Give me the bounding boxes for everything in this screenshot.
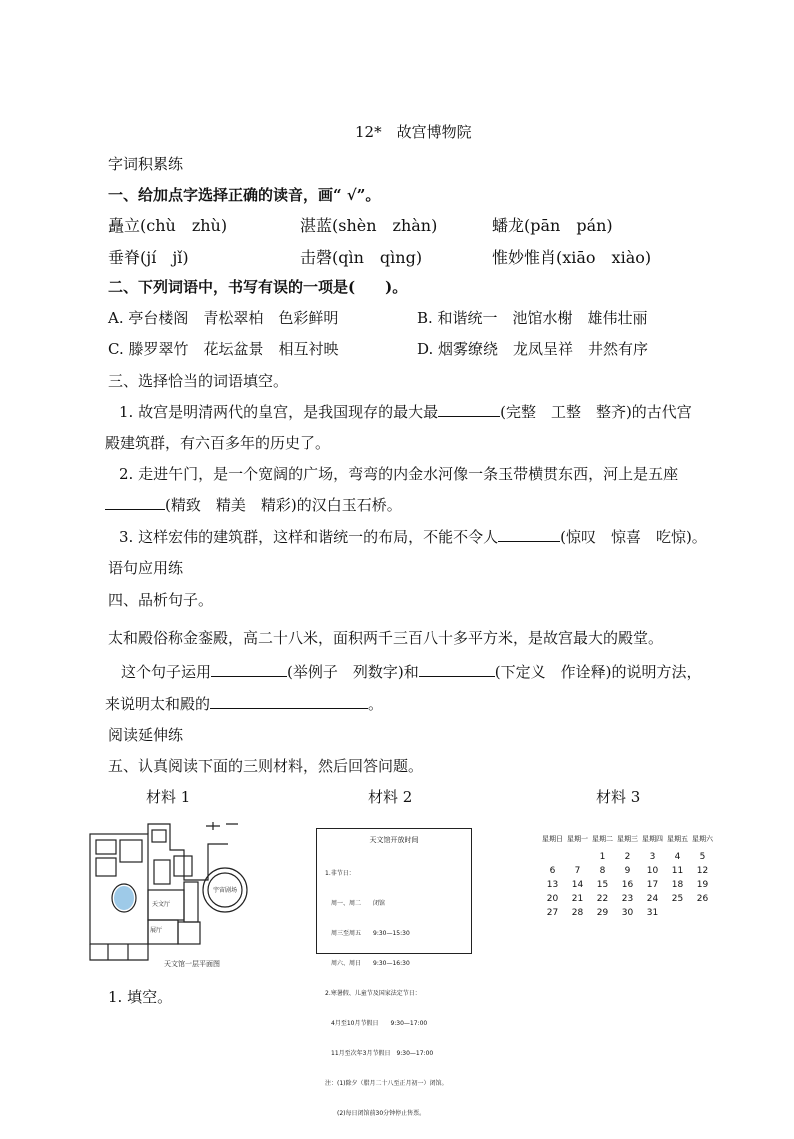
q4-line-1-options-b: (下定义 作诠释)的说明方法， [494,663,702,681]
calendar-day: 16 [621,880,634,890]
calendar-day: 7 [574,866,581,876]
section-heading-vocab: 字词积累练 [108,155,184,173]
material-2-label: 材料 2 [368,788,413,806]
q3-blank-3[interactable] [498,527,560,542]
hours-line-6: 4月至10月节假日 9:30—17:00 [325,1020,428,1027]
hours-line-2: 周一、周二 闭馆 [325,900,386,907]
q2-option-c: C. 滕罗翠竹 花坛盆景 相互衬映 [108,340,339,358]
floor-plan-pool [114,886,134,910]
hours-notice-title: 天文馆开放时间 [369,836,419,844]
material-3-calendar [540,834,718,946]
calendar-weekday: 星期三 [617,835,638,843]
material-3-label: 材料 3 [596,788,641,806]
q1-item-3: 蟠龙(pān pán) [492,216,613,235]
q4-blank-2[interactable] [419,662,495,677]
q1-heading: 一、给加点字选择正确的读音，画“ √”。 [108,186,381,204]
calendar-weekday: 星期一 [567,835,588,843]
q3-heading: 三、选择恰当的词语填空。 [108,372,289,390]
calendar-day: 9 [624,866,631,876]
hours-line-9: (2)每日闭馆前30分钟停止售票。 [325,1110,426,1117]
q1-item-2: 湛蓝(shèn zhàn) [300,216,438,235]
q4-line-1-options-a: (举例子 列数字)和 [287,663,419,681]
q4-blank-3[interactable] [210,694,368,709]
calendar-day: 26 [696,894,709,904]
calendar-day: 31 [646,908,659,918]
calendar-day: 2 [624,852,631,862]
hours-line-7: 11月至次年3月节假日 9:30—17:00 [325,1050,434,1057]
calendar-day: 29 [596,908,609,918]
calendar-day: 4 [674,852,681,862]
q3-line-1-text: 1. 故宫是明清两代的皇宫，是我国现存的最大最 [119,403,439,421]
q4-line-1-text: 这个句子运用 [121,663,212,681]
hours-line-1: 1.非节日： [325,870,355,877]
floor-plan-room-label-1: 宇宙剧场 [213,887,238,894]
q3-blank-2[interactable] [105,495,165,510]
calendar-day: 5 [699,852,706,862]
q3-line-3-text: 3. 这样宏伟的建筑群，这样和谐统一的布局，不能不令人 [119,528,499,546]
q1-item-1: 矗立(chù zhù) [108,216,228,235]
q2-option-a: A. 亭台楼阁 青松翠柏 色彩鲜明 [108,309,339,327]
calendar-day: 17 [646,880,659,890]
calendar-day: 30 [621,908,634,918]
floor-plan-room-label-3: 展厅 [150,927,163,934]
q3-blank-1[interactable] [438,402,500,417]
q3-line-2-options: (精致 精美 精彩)的汉白玉石桥。 [165,496,402,514]
calendar-weekday: 星期六 [692,835,713,843]
q4-line-2-text: 来说明太和殿的 [105,695,211,713]
q2-option-d: D. 烟雾缭绕 龙凤呈祥 井然有序 [417,340,649,358]
section-heading-reading: 阅读延伸练 [108,726,184,744]
q3-line-2: 2. 走进午门，是一个宽阔的广场，弯弯的内金水河像一条玉带横贯东西，河上是五座 [119,465,679,483]
page-title: 12* 故宫博物院 [355,123,472,141]
q3-line-3-options: (惊叹 惊喜 吃惊)。 [560,528,707,546]
floor-plan-caption: 天文馆一层平面图 [164,960,220,968]
q3-line-2-cont [105,494,402,515]
calendar-day: 10 [646,866,659,876]
calendar-day [565,852,590,862]
q1-item-4: 垂脊(jí jǐ) [108,248,189,267]
calendar-day: 14 [571,880,584,890]
hours-line-8: 注：(1)除夕（腊月二十八至正月初一）闭馆。 [325,1080,448,1087]
q2-heading: 二、下列词语中，书写有误的一项是( )。 [108,278,408,296]
calendar-day: 25 [671,894,684,904]
calendar-day: 28 [571,908,584,918]
q3-line-1-cont: 殿建筑群，有六百多年的历史了。 [105,434,331,452]
calendar-days [540,852,718,918]
q4-blank-1[interactable] [211,662,287,677]
calendar-weekday: 星期四 [642,835,663,843]
calendar-day: 21 [571,894,584,904]
calendar-day: 27 [546,908,559,918]
calendar-day: 1 [599,852,606,862]
calendar-day [665,908,690,918]
calendar-day: 23 [621,894,634,904]
material-1-floor-plan [88,820,256,970]
q3-line-1 [119,401,692,422]
calendar-day: 13 [546,880,559,890]
calendar-weekday: 星期日 [542,835,563,843]
calendar-weekday: 星期二 [592,835,613,843]
q4-line-1 [121,661,701,682]
calendar-day: 18 [671,880,684,890]
calendar-day [690,908,715,918]
calendar-day: 11 [671,866,684,876]
calendar-day: 15 [596,880,609,890]
calendar-day: 24 [646,894,659,904]
calendar-day: 20 [546,894,559,904]
hours-line-4: 周六、周日 9:30—16:30 [325,960,410,967]
calendar-day: 3 [649,852,656,862]
q4-sentence: 太和殿俗称金銮殿，高二十八米，面积两千三百八十多平方米，是故宫最大的殿堂。 [108,629,664,647]
calendar-weekday: 星期五 [667,835,688,843]
hours-line-3: 周三至周五 9:30—15:30 [325,930,410,937]
calendar-day: 19 [696,880,709,890]
q4-line-2-end: 。 [368,695,384,713]
calendar-day: 12 [696,866,709,876]
calendar-day: 22 [596,894,609,904]
q1-item-5: 击磬(qìn qìng) [300,248,423,267]
calendar-day: 6 [549,866,556,876]
calendar-day [540,852,565,862]
q3-line-3 [119,526,707,547]
q1-item-6: 惟妙惟肖(xiāo xiào) [492,248,652,267]
q4-line-2 [105,693,383,714]
section-heading-sentence: 语句应用练 [108,559,184,577]
q2-option-b: B. 和谐统一 池馆水榭 雄伟壮丽 [417,309,648,327]
q3-line-1-options: (完整 工整 整齐)的古代宫 [500,403,692,421]
q5-sub1: 1. 填空。 [108,988,173,1006]
floor-plan-room-label-2: 天文厅 [152,901,171,908]
material-1-label: 材料 1 [146,788,191,806]
q5-heading: 五、认真阅读下面的三则材料，然后回答问题。 [108,757,424,775]
material-2-hours-notice [316,828,472,1117]
hours-line-5: 2.寒暑假、儿童节及国家法定节日： [325,990,421,997]
q4-heading: 四、品析句子。 [108,591,214,609]
calendar-day: 8 [599,866,606,876]
